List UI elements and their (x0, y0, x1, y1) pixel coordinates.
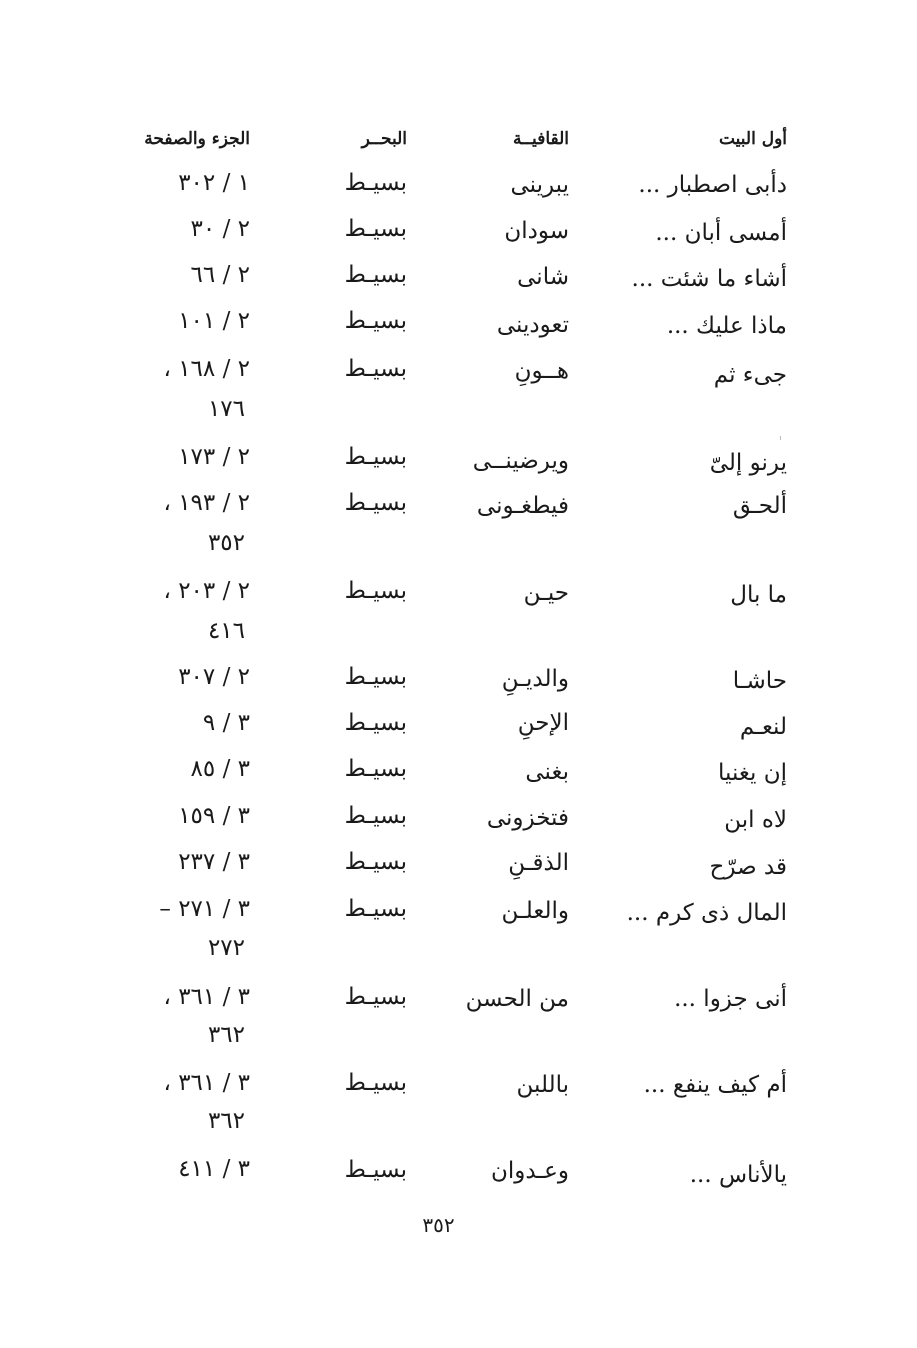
row-reference-continued: ٣٦٢ (207, 1022, 245, 1048)
scan-mark (780, 436, 781, 440)
page-number-text: ٣٥٢ (422, 1213, 455, 1237)
row-first-line: ما بال (730, 582, 787, 608)
row-first-line: أمسى أبان ... (655, 220, 787, 246)
row-reference: ٢ / ١٧٣ (178, 444, 250, 470)
row-rhyme: سودان (504, 218, 569, 244)
row-rhyme: شانى (517, 264, 569, 290)
row-rhyme: ويرضينــى (472, 448, 569, 474)
row-rhyme: فتخزونى (486, 805, 569, 831)
header-first-line: أول البيت (718, 129, 787, 149)
row-first-line: أم كيف ينفع ... (643, 1072, 787, 1098)
row-first-line: جىء ثم (713, 362, 787, 388)
row-first-line: أشاء ما شئت ... (631, 266, 787, 292)
row-meter: بسيـط (344, 896, 407, 922)
row-reference-continued: ٤١٦ (207, 618, 245, 644)
row-rhyme: الذقـنِ (508, 850, 569, 876)
row-reference: ٢ / ٢٠٣ ، (163, 578, 250, 604)
row-rhyme: والعلـن (501, 898, 569, 924)
row-reference: ٣ / ١٥٩ (178, 803, 250, 829)
row-rhyme: الإحنِ (517, 710, 569, 736)
row-first-line: إن يغنيا (718, 760, 787, 786)
row-meter: بسيـط (344, 664, 407, 690)
row-meter: بسيـط (344, 849, 407, 875)
row-rhyme: والديـنِ (501, 666, 569, 692)
row-reference-continued: ٢٧٢ (207, 935, 245, 961)
row-meter: بسيـط (344, 578, 407, 604)
row-reference: ٣ / ٨٥ (190, 756, 250, 782)
row-meter: بسيـط (344, 262, 407, 288)
row-reference: ٢ / ٦٦ (190, 262, 250, 288)
row-first-line: أنى جزوا ... (674, 986, 787, 1012)
row-meter: بسيـط (344, 803, 407, 829)
row-rhyme: فيطغـونى (476, 493, 569, 519)
row-meter: بسيـط (344, 710, 407, 736)
row-meter: بسيـط (344, 1157, 407, 1183)
row-meter: بسيـط (344, 216, 407, 242)
row-reference: ٢ / ٣٠٧ (178, 664, 250, 690)
row-meter: بسيـط (344, 444, 407, 470)
row-first-line: قد صرّح (709, 854, 787, 880)
row-meter: بسيـط (344, 490, 407, 516)
row-meter: بسيـط (344, 170, 407, 196)
row-rhyme: حيـن (523, 580, 569, 606)
row-rhyme: بغنى (525, 759, 569, 785)
row-rhyme: تعودينى (496, 312, 569, 338)
row-reference-continued: ١٧٦ (207, 396, 245, 422)
header-rhyme: القافيــة (512, 129, 569, 149)
row-rhyme: من الحسن (465, 986, 569, 1012)
row-meter: بسيـط (344, 756, 407, 782)
row-first-line: يرنو إلىّ (709, 450, 787, 476)
row-reference-continued: ٣٦٢ (207, 1108, 245, 1134)
row-reference: ٣ / ٢٣٧ (178, 849, 250, 875)
row-rhyme: وعـدوان (490, 1158, 569, 1184)
row-first-line: حاشـا (732, 668, 787, 694)
row-first-line: ألحـق (732, 493, 787, 519)
row-meter: بسيـط (344, 1070, 407, 1096)
row-first-line: المال ذى كرم ... (626, 900, 787, 926)
row-meter: بسيـط (344, 984, 407, 1010)
row-first-line: دأبى اصطبار ... (638, 172, 787, 198)
row-meter: بسيـط (344, 308, 407, 334)
row-first-line: لنعـم (739, 714, 787, 740)
row-reference: ١ / ٣٠٢ (178, 170, 250, 196)
row-reference: ٣ / ٣٦١ ، (163, 984, 250, 1010)
row-first-line: ماذا عليك ... (666, 313, 787, 339)
row-rhyme: هــونِ (514, 358, 569, 384)
row-reference-continued: ٣٥٢ (207, 530, 245, 556)
row-reference: ٢ / ٣٠ (190, 216, 250, 242)
row-meter: بسيـط (344, 356, 407, 382)
row-reference: ٢ / ١٦٨ ، (163, 356, 250, 382)
row-first-line: يالأناس ... (689, 1162, 787, 1188)
row-reference: ٢ / ١٠١ (178, 308, 250, 334)
row-reference: ٣ / ٢٧١ – (159, 896, 250, 922)
row-reference: ٣ / ٤١١ (178, 1156, 250, 1182)
header-meter: البحــر (361, 129, 407, 149)
row-reference: ٣ / ٩ (202, 710, 250, 736)
header-volume-page: الجزء والصفحة (144, 129, 250, 149)
row-rhyme: يبرينى (510, 172, 569, 198)
row-reference: ٣ / ٣٦١ ، (163, 1070, 250, 1096)
row-first-line: لاه ابن (724, 807, 787, 833)
page-number (0, 1213, 917, 1237)
row-rhyme: باللبن (516, 1072, 569, 1098)
row-reference: ٢ / ١٩٣ ، (163, 490, 250, 516)
